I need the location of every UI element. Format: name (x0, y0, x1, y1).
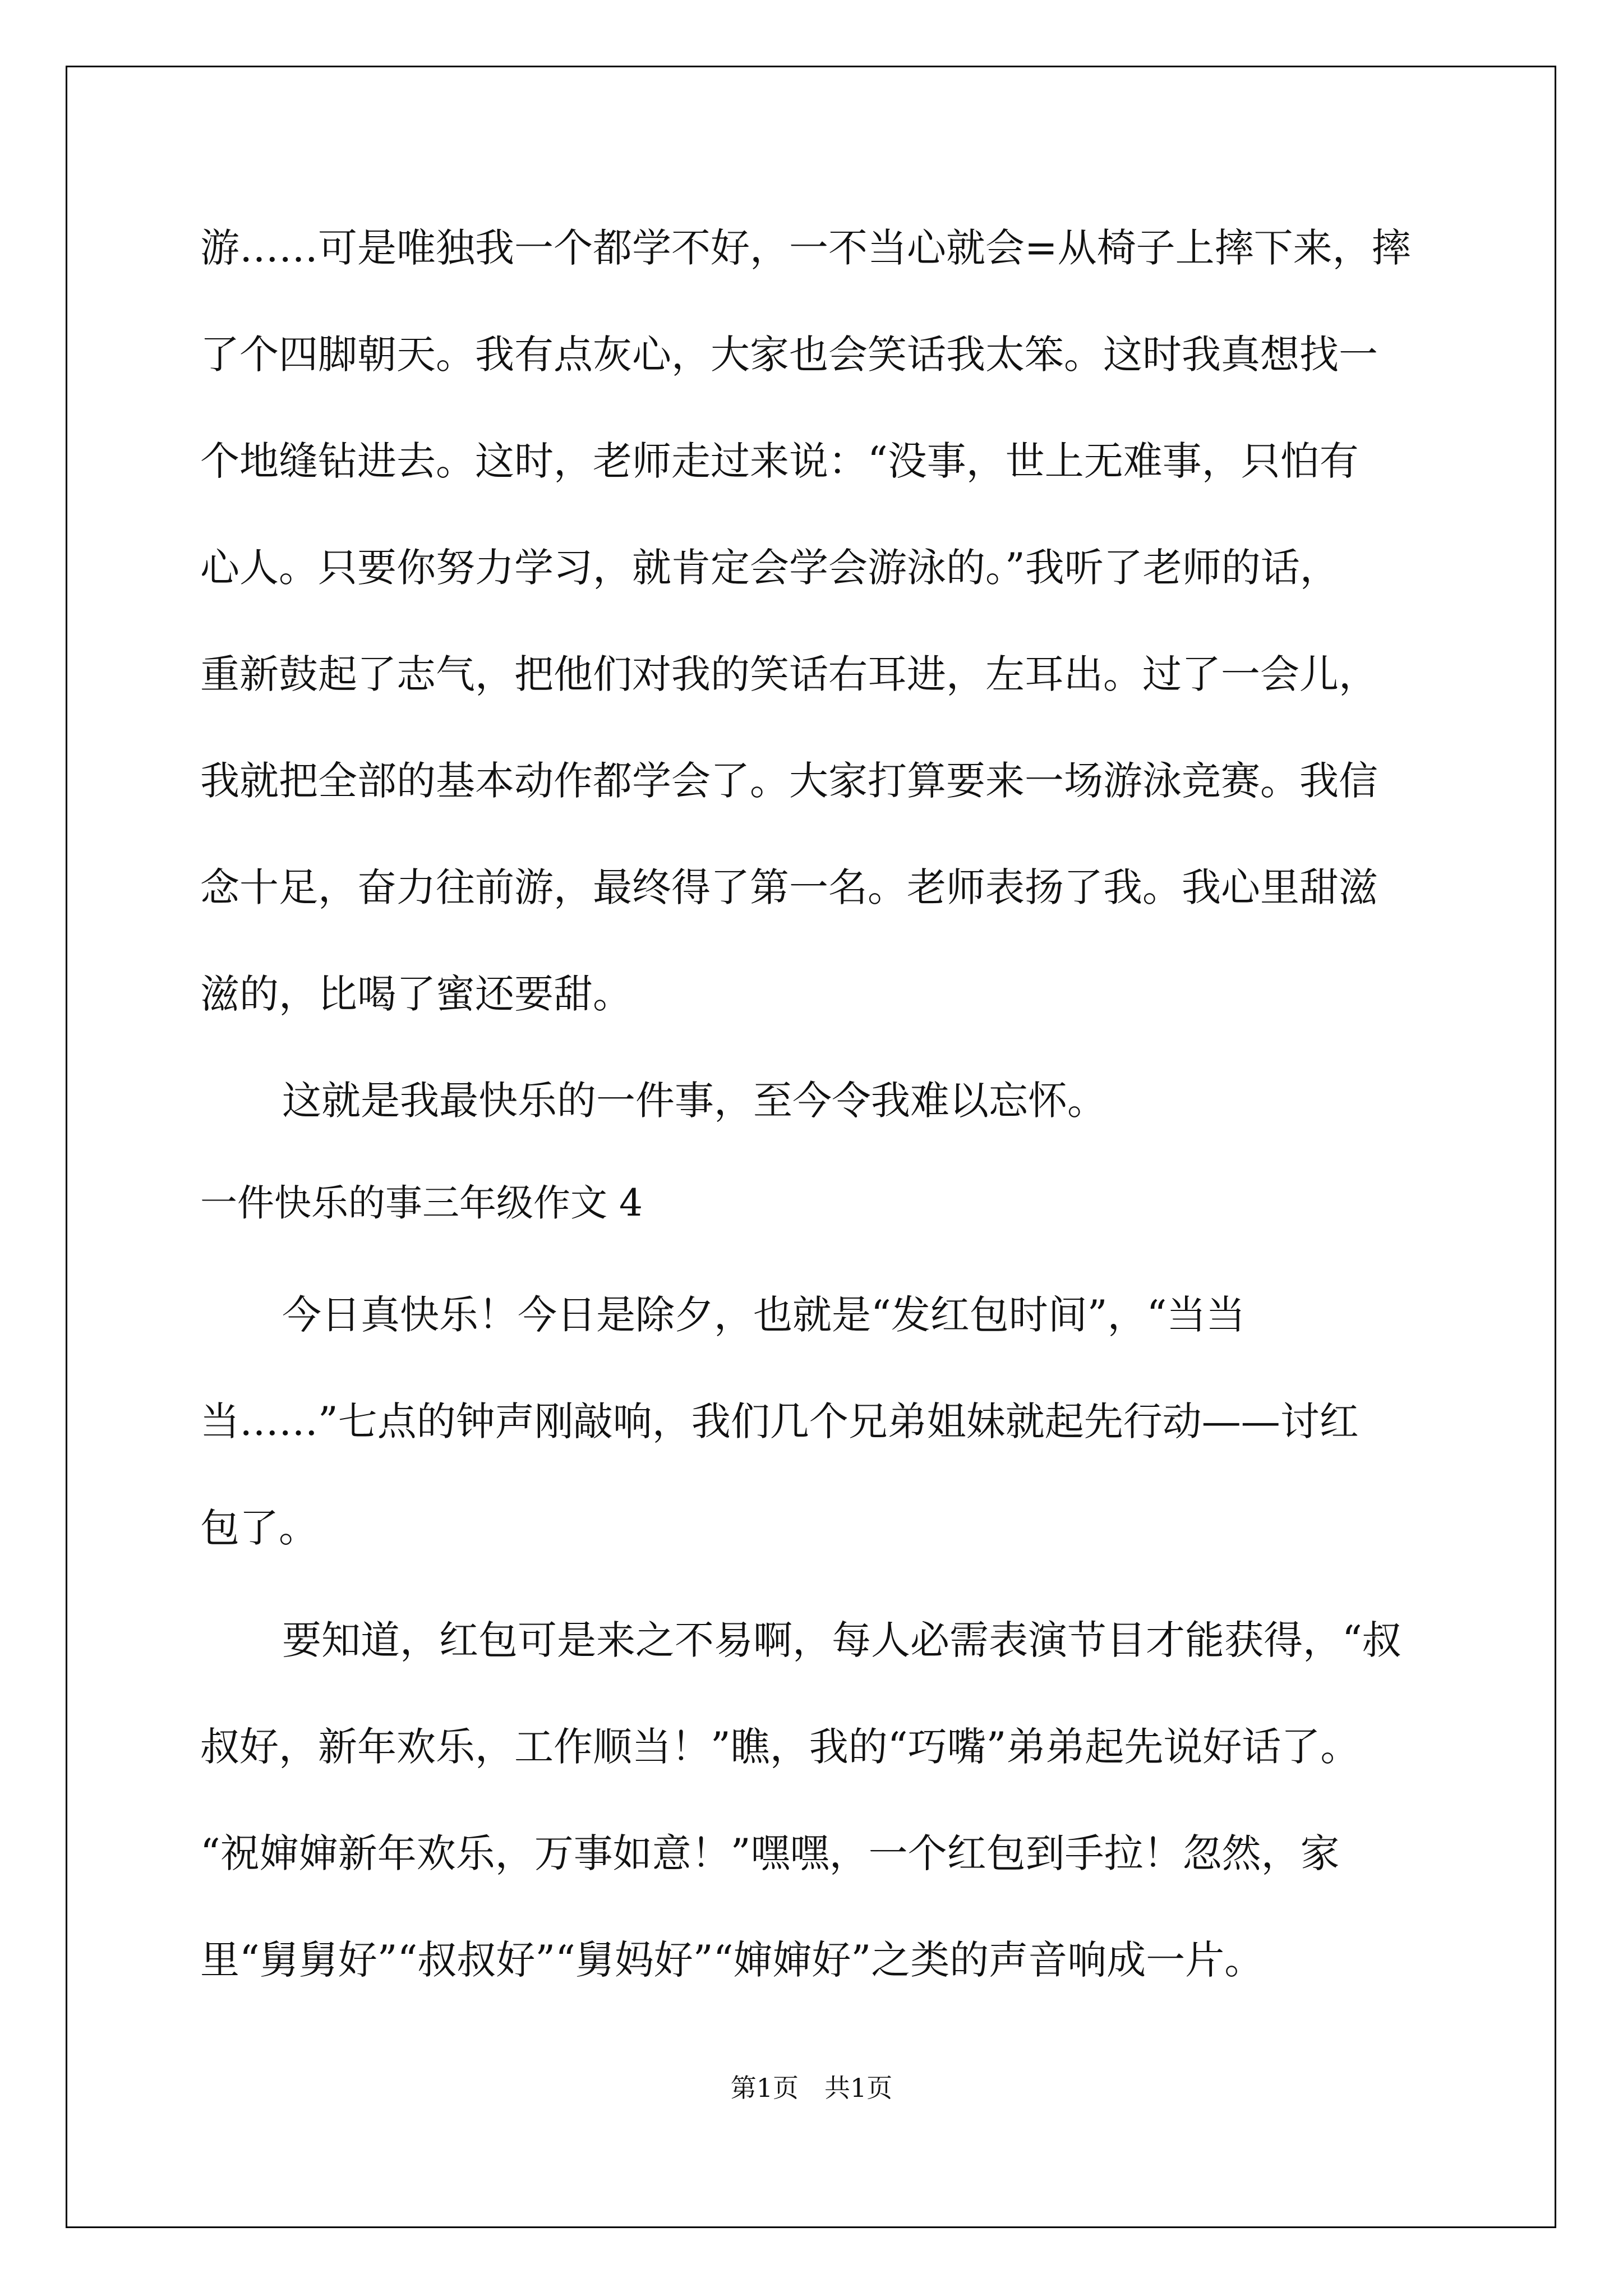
body-line: 了个四脚朝天。我有点灰心，大家也会笑话我太笨。这时我真想找一 (200, 332, 1378, 378)
body-line: 叔好，新年欢乐，工作顺当！”瞧，我的“巧嘴”弟弟起先说好话了。 (200, 1724, 1360, 1770)
body-line: 包了。 (200, 1505, 318, 1551)
page-border (66, 66, 1556, 2228)
body-line: “祝婶婶新年欢乐，万事如意！”嘿嘿，一个红包到手拉！忽然，家 (200, 1830, 1340, 1876)
body-line: 重新鼓起了志气，把他们对我的笑话右耳进，左耳出。过了一会儿， (200, 651, 1378, 697)
body-line: 心人。只要你努力学习，就肯定会学会游泳的。”我听了老师的话， (200, 545, 1339, 591)
body-line: 个地缝钻进去。这时，老师走过来说：“没事，世上无难事，只怕有 (200, 438, 1359, 484)
body-line: 念十足，奋力往前游，最终得了第一名。老师表扬了我。我心里甜滋 (200, 864, 1378, 910)
body-line: 当……”七点的钟声刚敲响，我们几个兄弟姐妹就起先行动——讨红 (200, 1398, 1359, 1444)
body-line: 我就把全部的基本动作都学会了。大家打算要来一场游泳竞赛。我信 (200, 758, 1378, 804)
paragraph-line: 这就是我最快乐的一件事，至今令我难以忘怀。 (282, 1078, 1106, 1124)
body-line: 里“舅舅好”“叔叔好”“舅妈好”“婶婶好”之类的声音响成一片。 (200, 1937, 1264, 1983)
body-line: 游……可是唯独我一个都学不好，一不当心就会=从椅子上摔下来，摔 (200, 225, 1411, 271)
body-line: 滋的，比喝了蜜还要甜。 (200, 971, 632, 1017)
section-heading: 一件快乐的事三年级作文 4 (200, 1181, 643, 1225)
paragraph-line: 今日真快乐！今日是除夕，也就是“发红包时间”，“当当 (282, 1292, 1246, 1338)
paragraph-line: 要知道，红包可是来之不易啊，每人必需表演节目才能获得，“叔 (282, 1617, 1401, 1663)
page-number-footer: 第1页 共1页 (730, 2073, 893, 2103)
